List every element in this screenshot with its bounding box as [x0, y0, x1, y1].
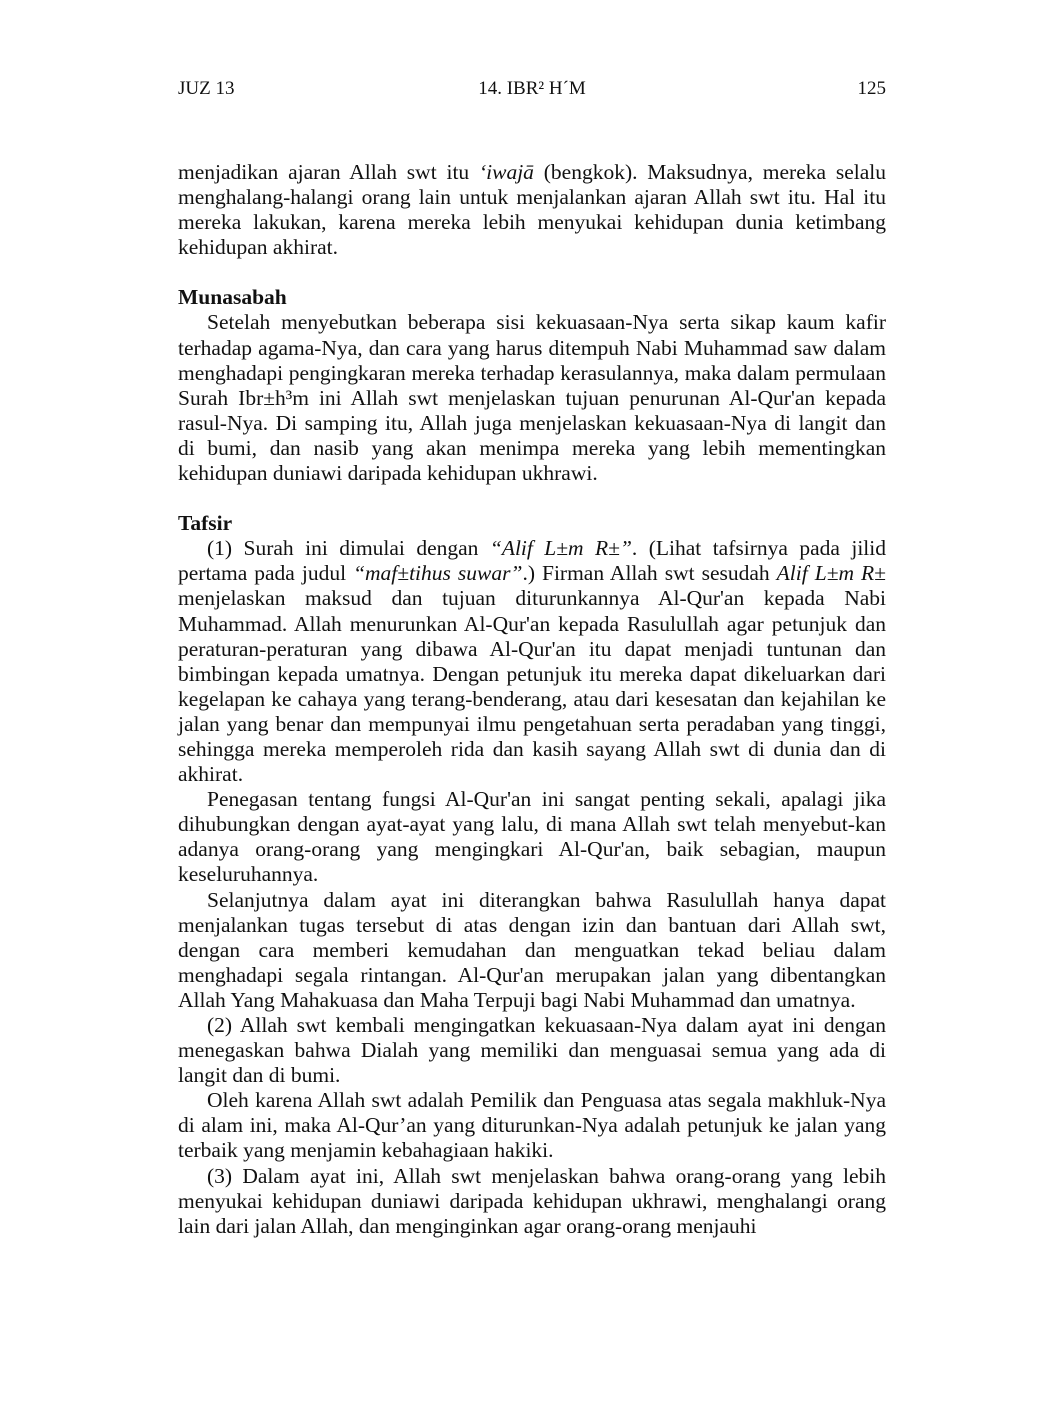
tafsir-p1-text-4: menjelaskan maksud dan tujuan diturunkannya Al-Qur'an kepada Nabi Muhammad. Allah menurunkan Al-Qur'an kepada Rasulullah agar petunjuk dan peraturan-peraturan yang dibawa Al-Qur'an itu dapat menjadi tuntunan dan bimbingan kepada umatnya. Dengan petunjuk itu mereka dapat dikeluarkan dari kegelapan ke cahaya yang terang-benderang, atau dari kesesatan dan kejahilan ke jalan yang benar dan mempunyai ilmu pengetahuan serta peradaban yang tinggi, sehingga mereka memperoleh rida dan kasih sayang Allah swt di dunia dan di akhirat.: [178, 586, 886, 787]
tafsir-paragraph-3: Selanjutnya dalam ayat ini diterangkan bahwa Rasulullah hanya dapat menjalankan tugas tersebut di atas dengan izin dan bantuan dari Allah swt, dengan cara memberi kemudahan dan menguatkan tekad beliau dalam menghadapi segala rintangan. Al-Qur'an merupakan jalan yang dibentangkan Allah Yang Mahakuasa dan Maha Terpuji bagi Nabi Muhammad dan umatnya.: [178, 887, 886, 1012]
surah-title: 14. IBR² H´M: [478, 78, 586, 99]
tafsir-paragraph-5: Oleh karena Allah swt adalah Pemilik dan Penguasa atas segala makhluk-Nya di alam ini, maka Al-Qur’an yang diturunkan-Nya adalah petunjuk ke jalan yang terbaik yang menjamin kebahagiaan hakiki.: [178, 1088, 886, 1163]
tafsir-paragraph-2: Penegasan tentang fungsi Al-Qur'an ini sangat penting sekali, apalagi jika dihubungkan dengan ayat-ayat yang lalu, di mana Allah swt telah menyebut-kan adanya orang-orang yang mengingkari Al-Qur'an, baik sebagian, maupun keseluruhannya.: [178, 787, 886, 887]
body-text: [178, 160, 886, 1239]
section-gap: [178, 260, 886, 285]
intro-text-2: (bengkok). Maksudnya, mereka selalu menghalang-halangi orang lain untuk menjalankan ajaran Allah swt itu. Hal itu mereka lakukan, karena mereka lebih menyukai kehidupan dunia ketimbang kehidupan akhirat.: [178, 160, 887, 260]
section-gap: [178, 486, 886, 511]
page-number: 125: [857, 78, 886, 99]
tafsir-heading: Tafsir: [178, 511, 233, 536]
tafsir-p1-text-1: (1) Surah ini dimulai dengan: [207, 536, 490, 561]
tafsir-paragraph-6: (3) Dalam ayat ini, Allah swt menjelaskan bahwa orang-orang yang lebih menyukai kehidupan duniawi daripada kehidupan ukhrawi, menghalangi orang lain dari jalan Allah, dan menginginkan agar orang-orang menjauhi: [178, 1163, 886, 1238]
intro-text-1: menjadikan ajaran Allah swt itu: [178, 160, 479, 184]
tafsir-p1-italic-2: “maf±tihus suwar”: [353, 561, 523, 586]
munasabah-paragraph: Setelah menyebutkan beberapa sisi kekuasaan-Nya serta sikap kaum kafir terhadap agama-Nya, dan cara yang harus ditempuh Nabi Muhammad saw dalam menghadapi pengingkaran mereka terhadap kerasulannya, maka dalam permulaan Surah Ibr±h³m ini Allah swt menjelaskan tujuan penurunan Al-Qur'an kepada rasul-Nya. Di samping itu, Allah juga menjelaskan kekuasaan-Nya di langit dan di bumi, dan nasib yang akan menimpa mereka yang lebih mementingkan kehidupan duniawi daripada kehidupan ukhrawi.: [178, 310, 886, 486]
juz-label: JUZ 13: [178, 78, 235, 99]
intro-paragraph: [178, 160, 886, 260]
tafsir-paragraph-4: (2) Allah swt kembali mengingatkan kekuasaan-Nya dalam ayat ini dengan menegaskan bahwa Dialah yang memiliki dan menguasai semua yang ada di langit dan di bumi.: [178, 1013, 886, 1088]
munasabah-heading: Munasabah: [178, 285, 287, 310]
tafsir-p1-text-3: .) Firman Allah swt sesudah: [522, 561, 777, 586]
running-head: [178, 76, 886, 102]
tafsir-p1-text-2: . (Lihat tafsirnya pada jilid pertama pada judul: [178, 536, 887, 586]
tafsir-paragraph-1: [178, 536, 886, 787]
intro-term: ‘iwajā: [478, 160, 534, 184]
tafsir-p1-italic-1: “Alif L±m R±”: [489, 536, 632, 561]
tafsir-p1-italic-3: Alif L±m R±: [776, 561, 886, 586]
